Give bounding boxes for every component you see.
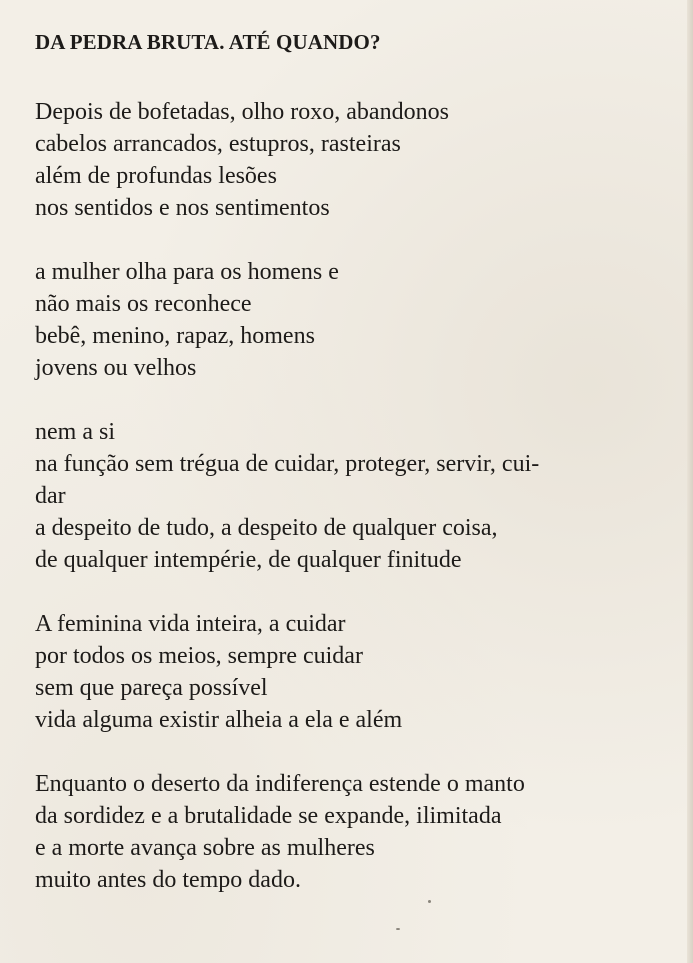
poem-line: A feminina vida inteira, a cuidar — [35, 611, 346, 637]
poem-line: sem que pareça possível — [35, 675, 268, 701]
poem-line: jovens ou velhos — [35, 355, 197, 381]
stanza-3 — [35, 416, 665, 576]
poem-line: cabelos arrancados, estupros, rasteiras — [35, 131, 401, 157]
poem-line: nos sentidos e nos sentimentos — [35, 195, 330, 221]
stanza-1 — [35, 96, 665, 224]
poem-line: na função sem trégua de cuidar, proteger, servir, cui- — [35, 451, 540, 477]
poem-body — [35, 96, 665, 928]
poem-line: Enquanto o deserto da indiferença estende o manto — [35, 771, 525, 797]
page-edge — [687, 0, 693, 963]
poem-line: de qualquer intempérie, de qualquer finitude — [35, 547, 462, 573]
poem-line: a despeito de tudo, a despeito de qualquer coisa, — [35, 515, 498, 541]
stanza-5 — [35, 768, 665, 896]
poem-line: Depois de bofetadas, olho roxo, abandonos — [35, 99, 449, 125]
poem-line: não mais os reconhece — [35, 291, 252, 317]
poem-line: por todos os meios, sempre cuidar — [35, 643, 363, 669]
paper-speck — [428, 900, 431, 903]
poem-title: DA PEDRA BRUTA. ATÉ QUANDO? — [35, 30, 381, 54]
poem-line: a mulher olha para os homens e — [35, 259, 339, 285]
stanza-4 — [35, 608, 665, 736]
poem-line: bebê, menino, rapaz, homens — [35, 323, 315, 349]
poem-line: da sordidez e a brutalidade se expande, ilimitada — [35, 803, 502, 829]
poem-line: nem a si — [35, 419, 115, 445]
paper-speck — [396, 928, 400, 930]
poem-line: e a morte avança sobre as mulheres — [35, 835, 375, 861]
poem-line: muito antes do tempo dado. — [35, 867, 301, 893]
poem-line: além de profundas lesões — [35, 163, 277, 189]
poem-line: dar — [35, 483, 66, 509]
poem-line: vida alguma existir alheia a ela e além — [35, 707, 403, 733]
stanza-2 — [35, 256, 665, 384]
